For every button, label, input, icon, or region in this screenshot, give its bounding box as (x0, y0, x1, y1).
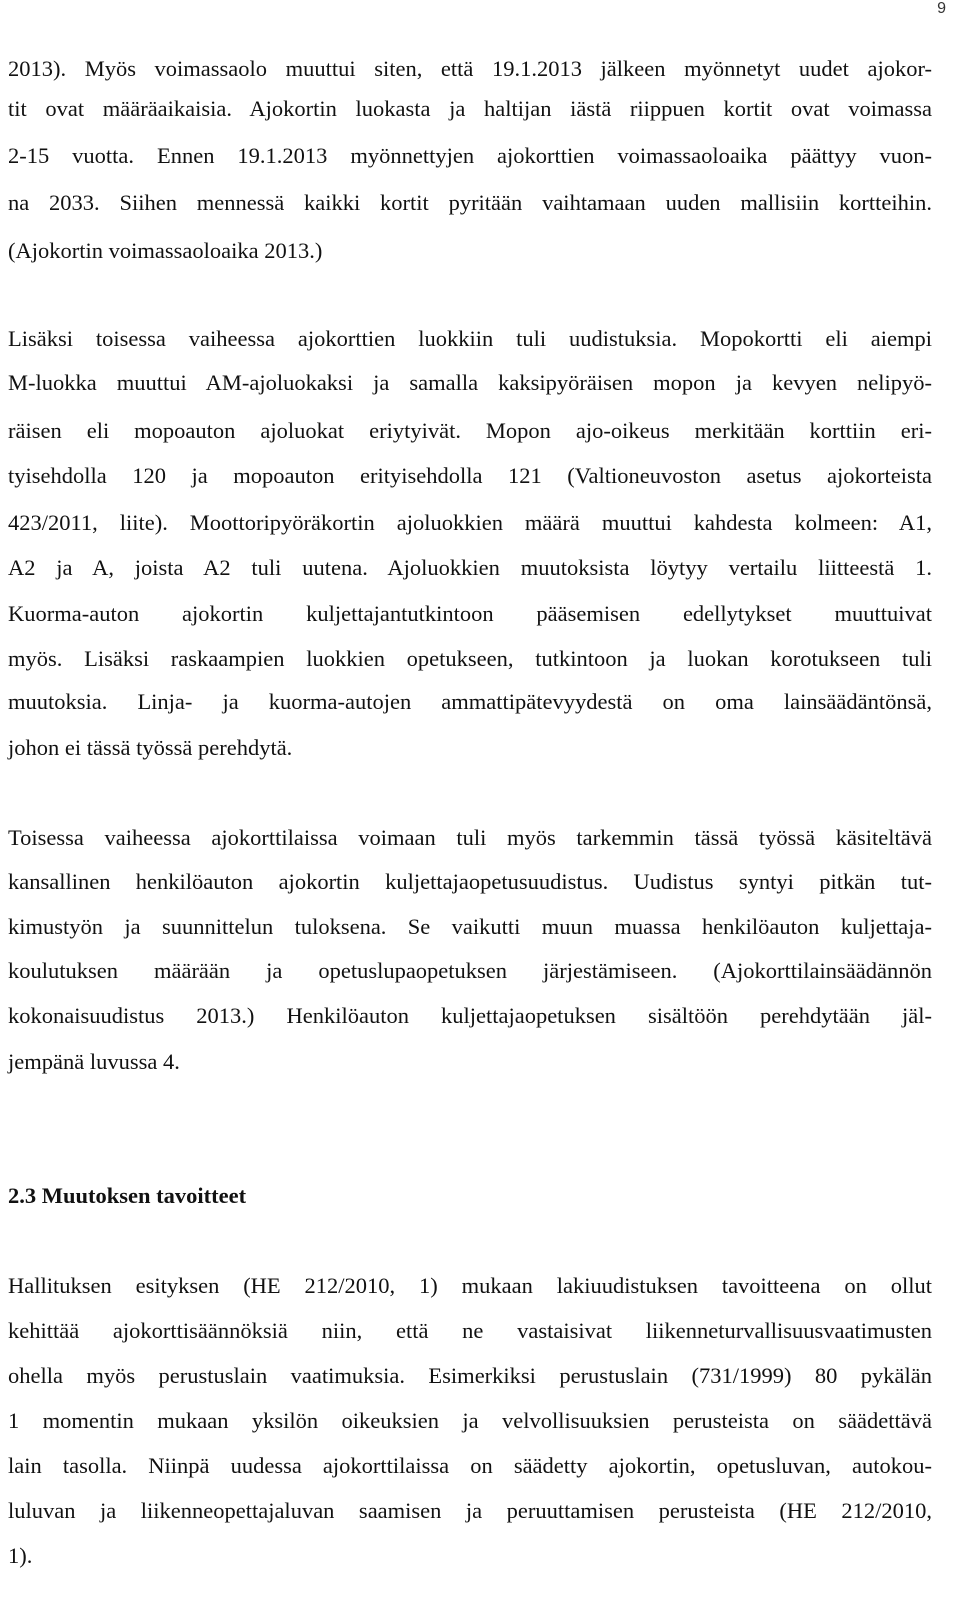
paragraph-1-line: na 2033. Siihen mennessä kaikki kortit pyritään vaihtamaan uuden mallisiin kortteihin. (8, 190, 932, 215)
paragraph-4-line: lain tasolla. Niinpä uudessa ajokorttilaissa on säädetty ajokortin, opetusluvan, autokou- (8, 1453, 932, 1478)
paragraph-2-line: tyisehdolla 120 ja mopoauton erityisehdolla 121 (Valtioneuvoston asetus ajokorteista (8, 463, 932, 488)
paragraph-4-line: 1 momentin mukaan yksilön oikeuksien ja velvollisuuksien perusteista on säädettävä (8, 1408, 932, 1433)
paragraph-4-line: luluvan ja liikenneopettajaluvan saamisen ja peruuttamisen perusteista (HE 212/2010, (8, 1498, 932, 1523)
paragraph-2-line: Kuorma-auton ajokortin kuljettajantutkintoon pääsemisen edellytykset muuttuivat (8, 601, 932, 626)
page-number: 9 (937, 0, 946, 17)
paragraph-2-line: M-luokka muuttui AM-ajoluokaksi ja samalla kaksipyöräisen mopon ja kevyen nelipyö- (8, 370, 932, 395)
paragraph-2-line: myös. Lisäksi raskaampien luokkien opetukseen, tutkintoon ja luokan korotukseen tuli (8, 646, 932, 671)
paragraph-3-line: kimustyön ja suunnittelun tuloksena. Se vaikutti muun muassa henkilöauton kuljettaja- (8, 914, 932, 939)
section-heading: 2.3 Muutoksen tavoitteet (8, 1183, 247, 1208)
paragraph-4-line: Hallituksen esityksen (HE 212/2010, 1) mukaan lakiuudistuksen tavoitteena on ollut (8, 1273, 932, 1298)
paragraph-1-line: 2-15 vuotta. Ennen 19.1.2013 myönnettyjen ajokorttien voimassaoloaika päättyy vuon- (8, 143, 932, 168)
paragraph-4-line: 1). (8, 1543, 33, 1568)
paragraph-1-line: (Ajokortin voimassaoloaika 2013.) (8, 238, 323, 263)
paragraph-4-line: kehittää ajokorttisäännöksiä niin, että ne vastaisivat liikenneturvallisuusvaatimusten (8, 1318, 932, 1343)
paragraph-2-line: 423/2011, liite). Moottoripyöräkortin ajoluokkien määrä muuttui kahdesta kolmeen: A1, (8, 510, 932, 535)
paragraph-2-line: muutoksia. Linja- ja kuorma-autojen ammattipätevyydestä on oma lainsäädäntönsä, (8, 689, 932, 714)
paragraph-3-line: Toisessa vaiheessa ajokorttilaissa voimaan tuli myös tarkemmin tässä työssä käsiteltävä (8, 825, 932, 850)
paragraph-3-line: kansallinen henkilöauton ajokortin kuljettajaopetusuudistus. Uudistus syntyi pitkän tut- (8, 869, 932, 894)
paragraph-4-line: ohella myös perustuslain vaatimuksia. Esimerkiksi perustuslain (731/1999) 80 pykälän (8, 1363, 932, 1388)
paragraph-2-line: räisen eli mopoauton ajoluokat eriytyivät. Mopon ajo-oikeus merkitään korttiin eri- (8, 418, 932, 443)
paragraph-1-line: 2013). Myös voimassaolo muuttui siten, että 19.1.2013 jälkeen myönnetyt uudet ajokor- (8, 56, 932, 81)
paragraph-1-line: tit ovat määräaikaisia. Ajokortin luokasta ja haltijan iästä riippuen kortit ovat voimassa (8, 96, 932, 121)
paragraph-3-line: jempänä luvussa 4. (8, 1049, 180, 1074)
paragraph-3-line: kokonaisuudistus 2013.) Henkilöauton kuljettajaopetuksen sisältöön perehdytään jäl- (8, 1003, 932, 1028)
paragraph-2-line: A2 ja A, joista A2 tuli uutena. Ajoluokkien muutoksista löytyy vertailu liitteestä 1. (8, 555, 932, 580)
paragraph-2-line: Lisäksi toisessa vaiheessa ajokorttien luokkiin tuli uudistuksia. Mopokortti eli aiempi (8, 326, 932, 351)
paragraph-2-line: johon ei tässä työssä perehdytä. (8, 735, 293, 760)
paragraph-3-line: koulutuksen määrään ja opetuslupaopetuksen järjestämiseen. (Ajokorttilainsäädännön (8, 958, 932, 983)
